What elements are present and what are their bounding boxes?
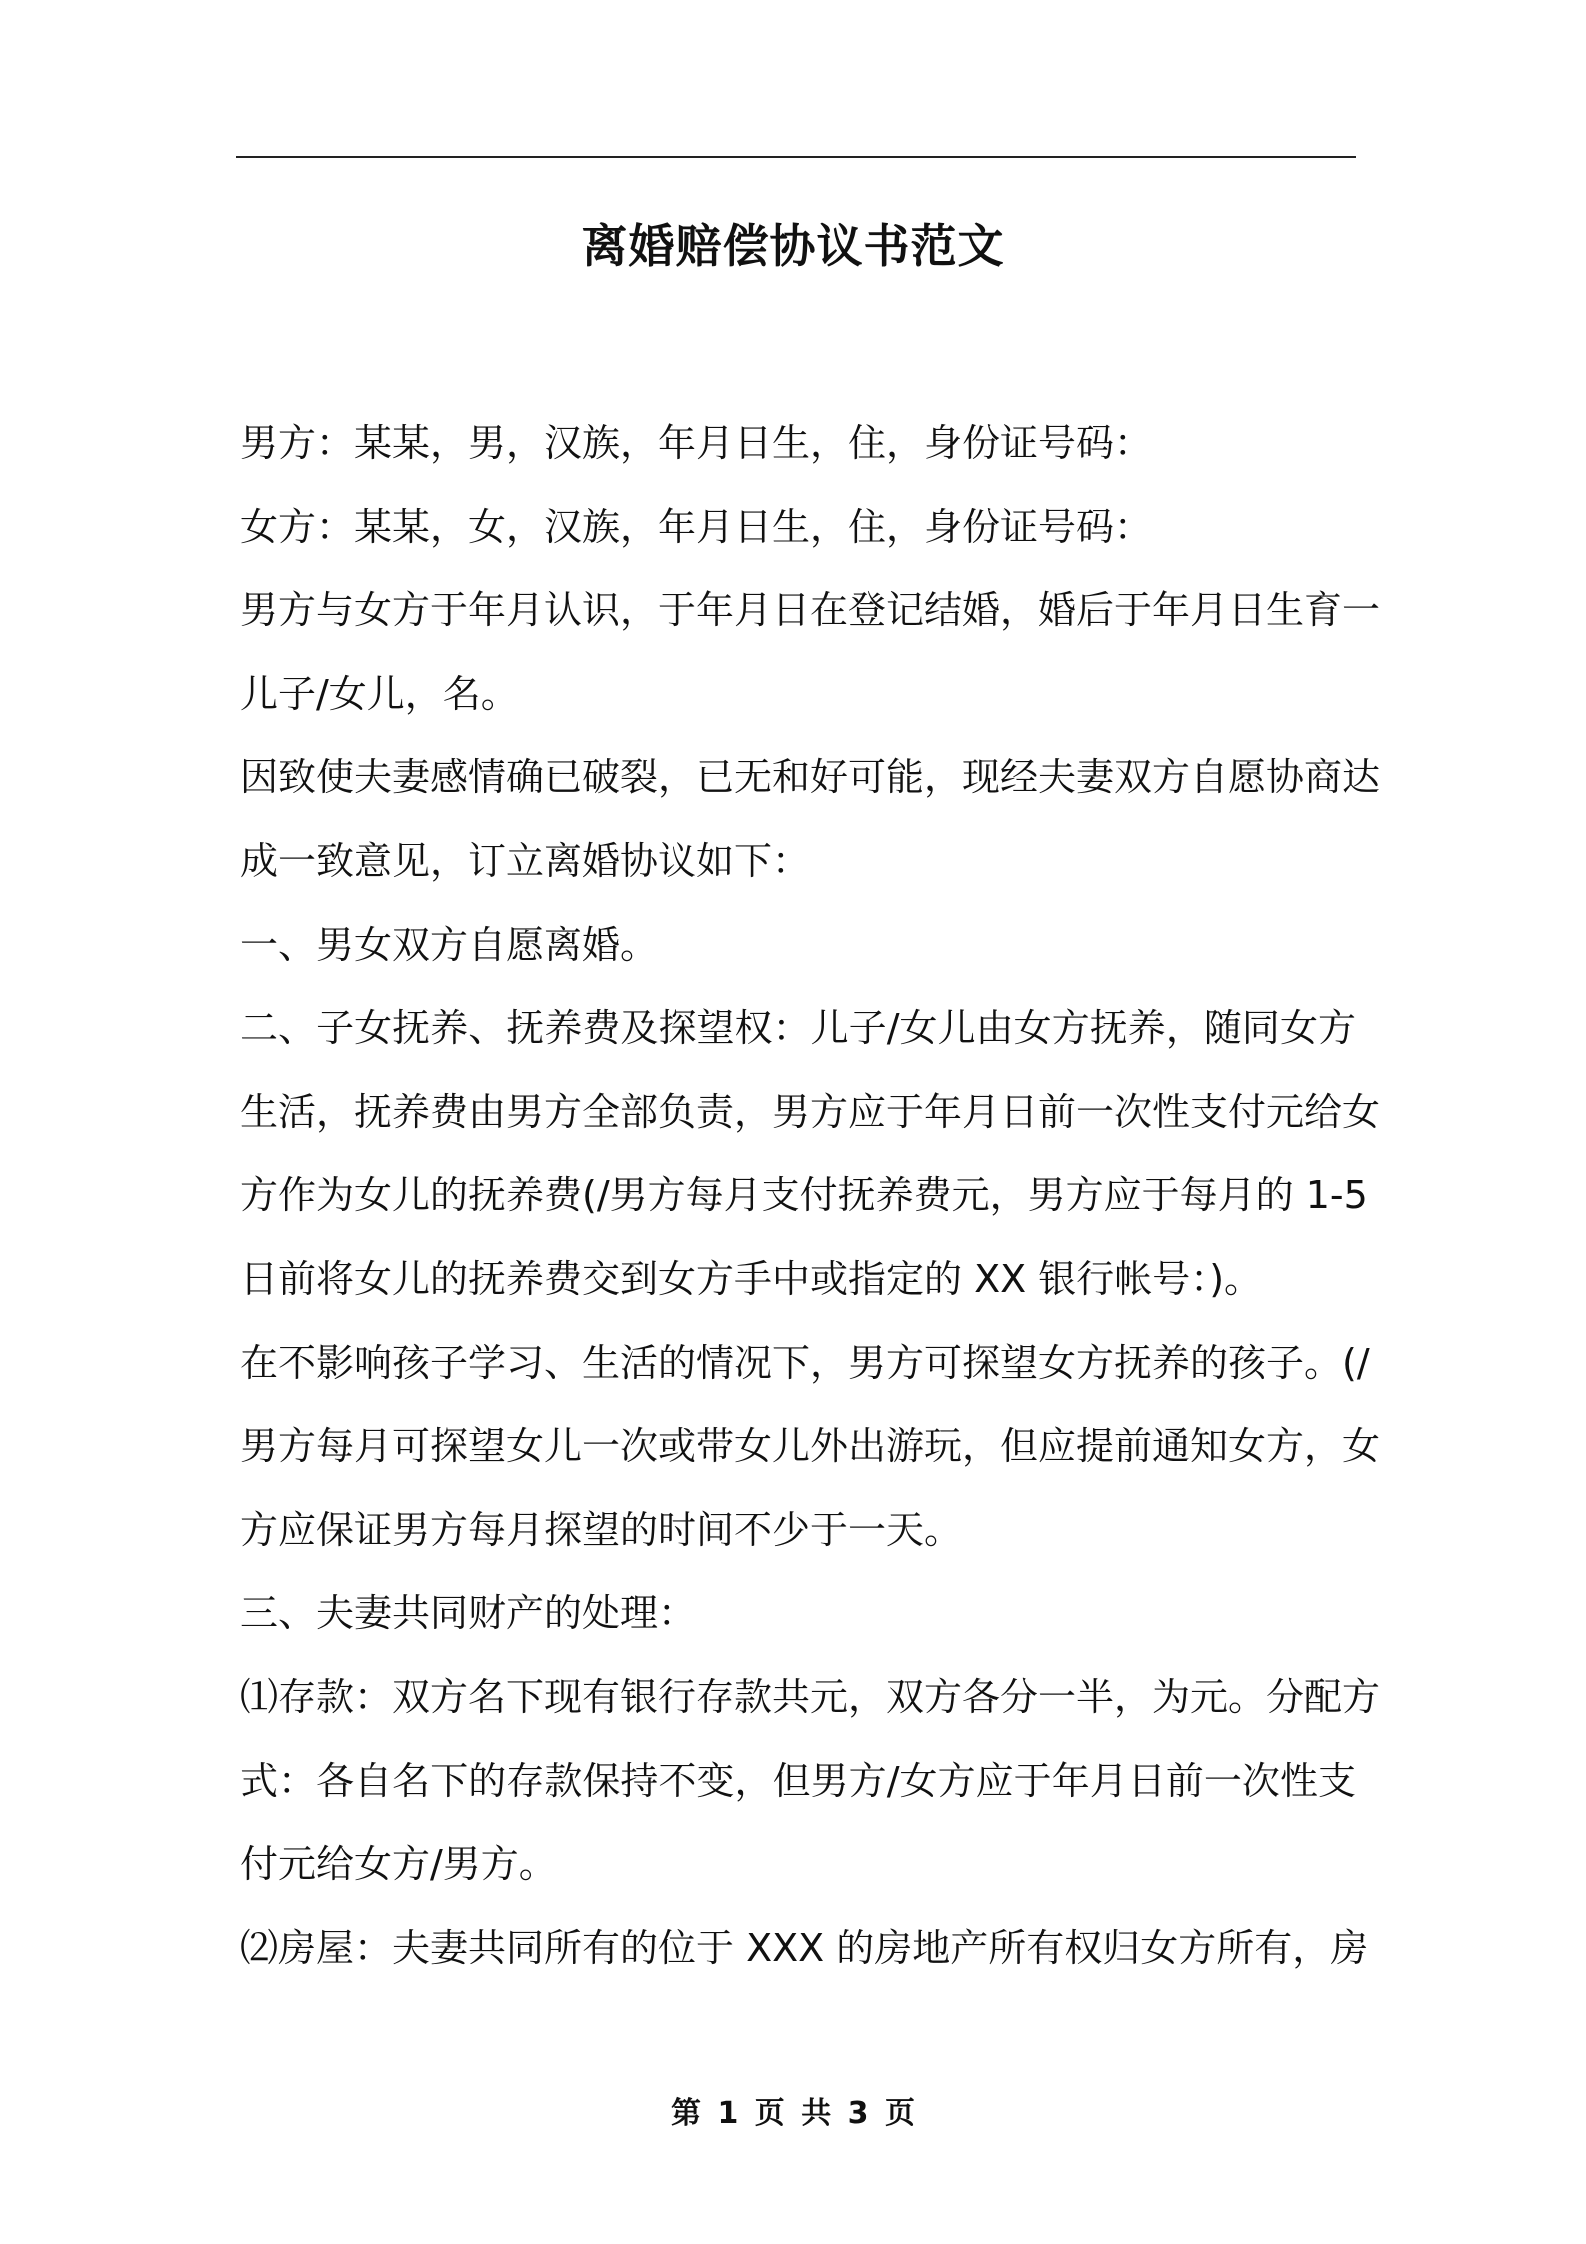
document-line: 日前将女儿的抚养费交到女方手中或指定的 XX 银行帐号：)。: [240, 1256, 1263, 1301]
document-line: 男方每月可探望女儿一次或带女儿外出游玩，但应提前通知女方，女: [240, 1424, 1381, 1469]
document-line: 男方：某某，男，汉族，年月日生，住，身份证号码：: [240, 421, 1153, 465]
document-line: 儿子/女儿，名。: [240, 671, 519, 716]
header-rule: [236, 156, 1356, 158]
document-line: ⑴存款：双方名下现有银行存款共元，双方各分一半，为元。分配方: [240, 1674, 1381, 1719]
document-line: 在不影响孩子学习、生活的情况下，男方可探望女方抚养的孩子。(/: [240, 1340, 1370, 1385]
document-line: 女方：某某，女，汉族，年月日生，住，身份证号码：: [240, 504, 1153, 549]
document-line: 成一致意见，订立离婚协议如下：: [240, 838, 811, 883]
document-line: 生活，抚养费由男方全部负责，男方应于年月日前一次性支付元给女: [240, 1089, 1381, 1134]
document-line: 方作为女儿的抚养费(/男方每月支付抚养费元，男方应于每月的 1-5: [240, 1173, 1368, 1218]
page-number-footer: 第 1 页 共 3 页: [671, 2096, 915, 2131]
document-line: 付元给女方/男方。: [240, 1842, 557, 1887]
document-line: 一、男女双方自愿离婚。: [240, 922, 659, 967]
document-body: [240, 402, 1381, 1990]
document-line: 二、子女抚养、抚养费及探望权：儿子/女儿由女方抚养，随同女方: [240, 1006, 1356, 1051]
document-line: 方应保证男方每月探望的时间不少于一天。: [240, 1507, 963, 1552]
document-line: 男方与女方于年月认识，于年月日在登记结婚，婚后于年月日生育一: [240, 588, 1381, 633]
document-line: 因致使夫妻感情确已破裂，已无和好可能，现经夫妻双方自愿协商达: [240, 755, 1381, 800]
document-line: ⑵房屋：夫妻共同所有的位于 XXX 的房地产所有权归女方所有，房: [240, 1925, 1369, 1970]
document-title: 离婚赔偿协议书范文: [581, 219, 1005, 273]
document-line: 式：各自名下的存款保持不变，但男方/女方应于年月日前一次性支: [240, 1758, 1356, 1803]
document-line: 三、夫妻共同财产的处理：: [240, 1591, 697, 1636]
